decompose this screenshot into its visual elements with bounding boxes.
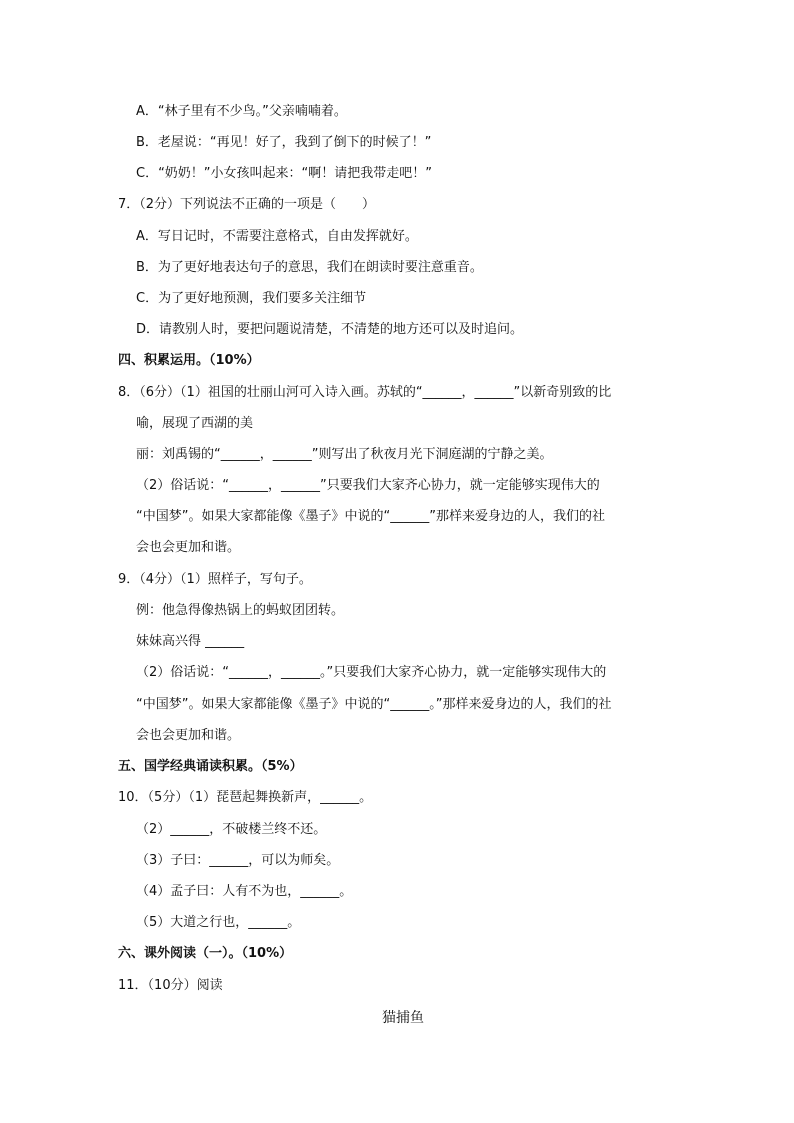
question-9-example: 例：他急得像热锅上的蚂蚁团团转。 — [136, 603, 345, 618]
question-8-part-2-line-1: （2）俗话说：“______，______”只要我们大家齐心协力，就一定能够实现伟大的 — [136, 478, 600, 493]
question-8-part-2-line-3: 会也会更加和谐。 — [136, 540, 241, 555]
question-8-line-1: 8．（6分）（1）祖国的壮丽山河可入诗入画。苏轼的“______，______”以新奇别致的比 — [118, 385, 612, 400]
question-9-part-2-line-3: 会也会更加和谐。 — [136, 728, 241, 743]
option-b-q6: B．老屋说：“再见！好了，我到了倒下的时候了！” — [136, 135, 432, 150]
question-10-item-3: （3）子曰：______，可以为师矣。 — [136, 853, 340, 868]
option-a-q7: A．写日记时，不需要注意格式，自由发挥就好。 — [136, 229, 418, 244]
question-11: 11．（10分）阅读 — [118, 978, 223, 993]
question-9-prompt: 妹妹高兴得 ______ — [136, 634, 245, 649]
question-9: 9．（4分）（1）照样子，写句子。 — [118, 572, 312, 587]
question-10-item-5: （5）大道之行也，______。 — [136, 915, 301, 930]
question-7: 7．（2分）下列说法不正确的一项是（ ） — [118, 197, 376, 212]
question-9-part-2-line-1: （2）俗话说：“______，______。”只要我们大家齐心协力，就一定能够实现伟大的 — [136, 665, 607, 680]
question-10: 10．（5分）（1）琵琶起舞换新声，______。 — [118, 790, 373, 805]
question-8-line-3: 丽：刘禹锡的“______，______”则写出了秋夜月光下洞庭湖的宁静之美。 — [136, 447, 553, 462]
section-6-heading: 六、课外阅读（一）。（10%） — [118, 946, 293, 961]
question-8-line-2: 喻，展现了西湖的美 — [136, 416, 254, 431]
question-8-part-2-line-2: “中国梦”。如果大家都能像《墨子》中说的“______”那样来爱身边的人，我们的社 — [136, 509, 605, 524]
section-5-heading: 五、国学经典诵读积累。（5%） — [118, 759, 303, 774]
section-4-heading: 四、积累运用。（10%） — [118, 353, 260, 368]
option-b-q7: B．为了更好地表达句子的意思，我们在朗读时要注意重音。 — [136, 260, 483, 275]
question-10-item-4: （4）孟子曰：人有不为也，______。 — [136, 884, 353, 899]
reading-title: 猫捕鱼 — [382, 1010, 424, 1026]
option-a-q6: A．“林子里有不少鸟。”父亲喃喃着。 — [136, 104, 347, 119]
question-9-part-2-line-2: “中国梦”。如果大家都能像《墨子》中说的“______。”那样来爱身边的人，我们的社 — [136, 697, 612, 712]
question-10-item-2: （2）______，不破楼兰终不还。 — [136, 822, 327, 837]
option-c-q6: C．“奶奶！”小女孩叫起来：“啊！请把我带走吧！” — [136, 166, 433, 181]
option-c-q7: C．为了更好地预测，我们要多关注细节 — [136, 291, 367, 306]
option-d-q7: D．请教别人时，要把问题说清楚，不清楚的地方还可以及时追问。 — [136, 322, 524, 337]
